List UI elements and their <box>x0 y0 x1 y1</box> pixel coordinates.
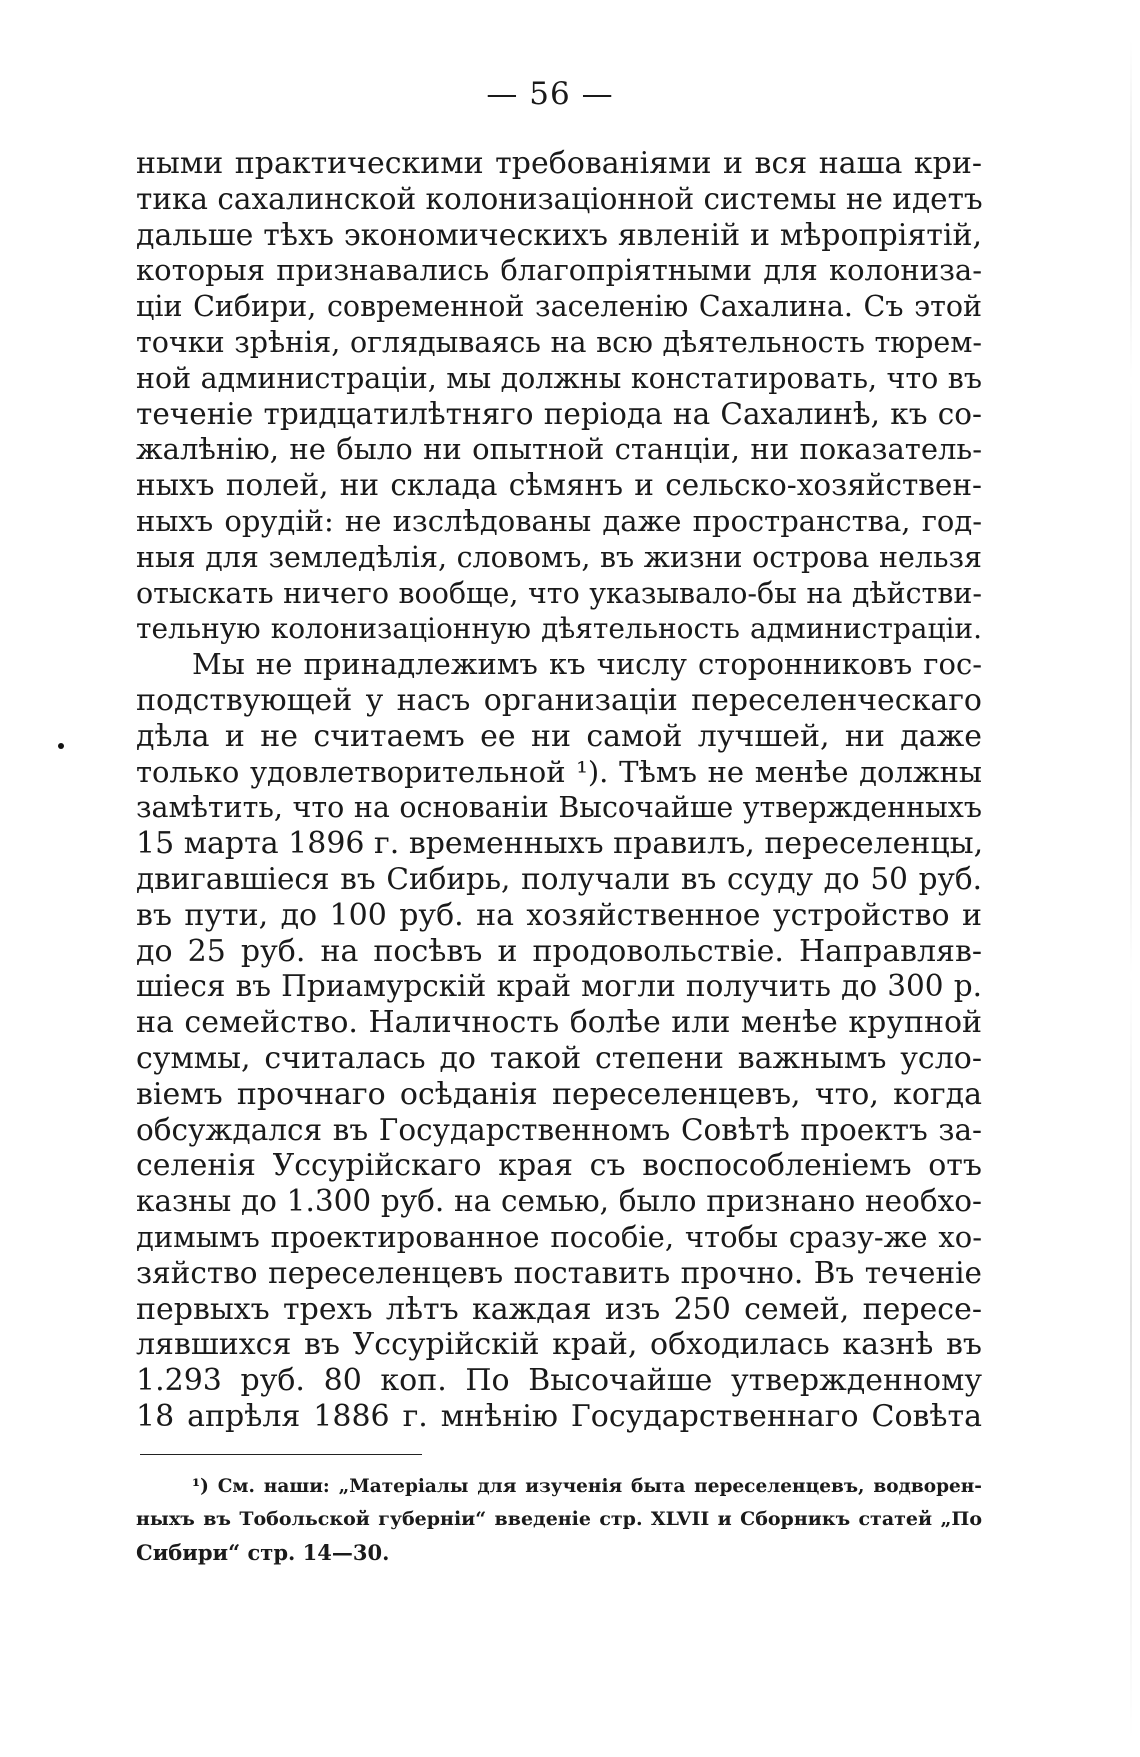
footnote-line: ¹) См. наши: „Матеріалы для изученія быта переселенцевъ, водворен- <box>192 1476 982 1497</box>
text-line: замѣтить, что на основаніи Высочайше утвержденныхъ <box>136 791 982 825</box>
text-line: лявшихся въ Уссурійскій край, обходилась казнѣ въ <box>136 1327 982 1363</box>
text-line: казны до 1.300 руб. на семью, было признано необхо- <box>136 1184 982 1219</box>
text-line: въ пути, до 100 руб. на хозяйственное устройство и <box>136 897 982 933</box>
text-line: подствующей у насъ организаціи переселенческаго <box>136 682 982 718</box>
text-line: зяйство переселенцевъ поставить прочно. Въ теченіе <box>136 1255 982 1290</box>
footnote <box>136 1470 982 1569</box>
page-number: — 56 — <box>486 76 614 112</box>
footnote-divider <box>140 1454 422 1455</box>
text-line: 18 апрѣля 1886 г. мнѣнію Государственнаго Совѣта <box>136 1398 982 1434</box>
body-text <box>136 146 982 1435</box>
footnote-line: ныхъ въ Тобольской губерніи“ введеніе стр. XLVII и Сборникъ статей „По <box>136 1508 982 1530</box>
page-edge-shadow <box>1130 40 1132 1740</box>
text-line: на семейство. Наличность болѣе или менѣе крупной <box>136 1005 982 1041</box>
text-line: тика сахалинской колонизаціонной системы не идетъ <box>136 181 983 216</box>
text-line: дальше тѣхъ экономическихъ явленій и мѣропріятій, <box>136 217 982 253</box>
text-line: селенія Уссурійскаго края съ воспособленіемъ отъ <box>136 1148 982 1184</box>
text-line: ныхъ орудій: не изслѣдованы даже пространства, год- <box>136 503 982 538</box>
text-line: віемъ прочнаго осѣданія переселенцевъ, что, когда <box>136 1076 982 1112</box>
text-line: которыя признавались благопріятными для колониза- <box>136 253 982 288</box>
text-line: только удовлетворительной ¹). Тѣмъ не менѣе должны <box>136 754 982 789</box>
text-line: суммы, считалась до такой степени важнымъ усло- <box>136 1040 982 1076</box>
text-line: ныхъ полей, ни склада сѣмянъ и сельско-хозяйствен- <box>136 468 982 503</box>
paragraph-start-line: Мы не принадлежимъ къ числу сторонниковъ гос- <box>192 647 982 682</box>
text-line: шіеся въ Приамурскій край могли получить до 300 р. <box>136 969 982 1004</box>
text-line: до 25 руб. на посѣвъ и продовольствіе. Направляв- <box>136 933 982 969</box>
text-line: тельную колонизаціонную дѣятельность администраціи. <box>136 612 982 646</box>
text-line: жалѣнію, не было ни опытной станціи, ни показатель- <box>136 432 982 467</box>
text-line: ціи Сибири, современной заселенію Сахалина. Съ этой <box>136 290 982 324</box>
text-line: димымъ проектированное пособіе, чтобы сразу-же хо- <box>136 1219 982 1254</box>
text-line: ной администраціи, мы должны констатировать, что въ <box>136 361 982 395</box>
text-line: дѣла и не считаемъ ее ни самой лучшей, ни даже <box>136 718 982 754</box>
text-line: первыхъ трехъ лѣтъ каждая изъ 250 семей, пересе- <box>136 1291 982 1327</box>
text-line: точки зрѣнія, оглядываясь на всю дѣятельность тюрем- <box>136 325 982 359</box>
footnote-line: Сибири“ стр. 14—30. <box>136 1540 390 1565</box>
text-line: ныя для земледѣлія, словомъ, въ жизни острова нельзя <box>136 540 982 574</box>
text-line: отыскать ничего вообще, что указывало-бы на дѣйстви- <box>136 576 982 610</box>
text-line: теченіе тридцатилѣтняго періода на Сахалинѣ, къ со- <box>136 396 982 431</box>
text-line: ными практическими требованіями и вся наша кри- <box>136 146 982 181</box>
text-line: 1.293 руб. 80 коп. По Высочайше утвержденному <box>136 1363 982 1399</box>
text-line: двигавшіеся въ Сибирь, получали въ ссуду до 50 руб. <box>136 861 982 896</box>
text-line: 15 марта 1896 г. временныхъ правилъ, переселенцы, <box>136 826 984 862</box>
ink-speck <box>58 743 64 749</box>
text-line: обсуждался въ Государственномъ Совѣтѣ проектъ за- <box>136 1112 982 1147</box>
